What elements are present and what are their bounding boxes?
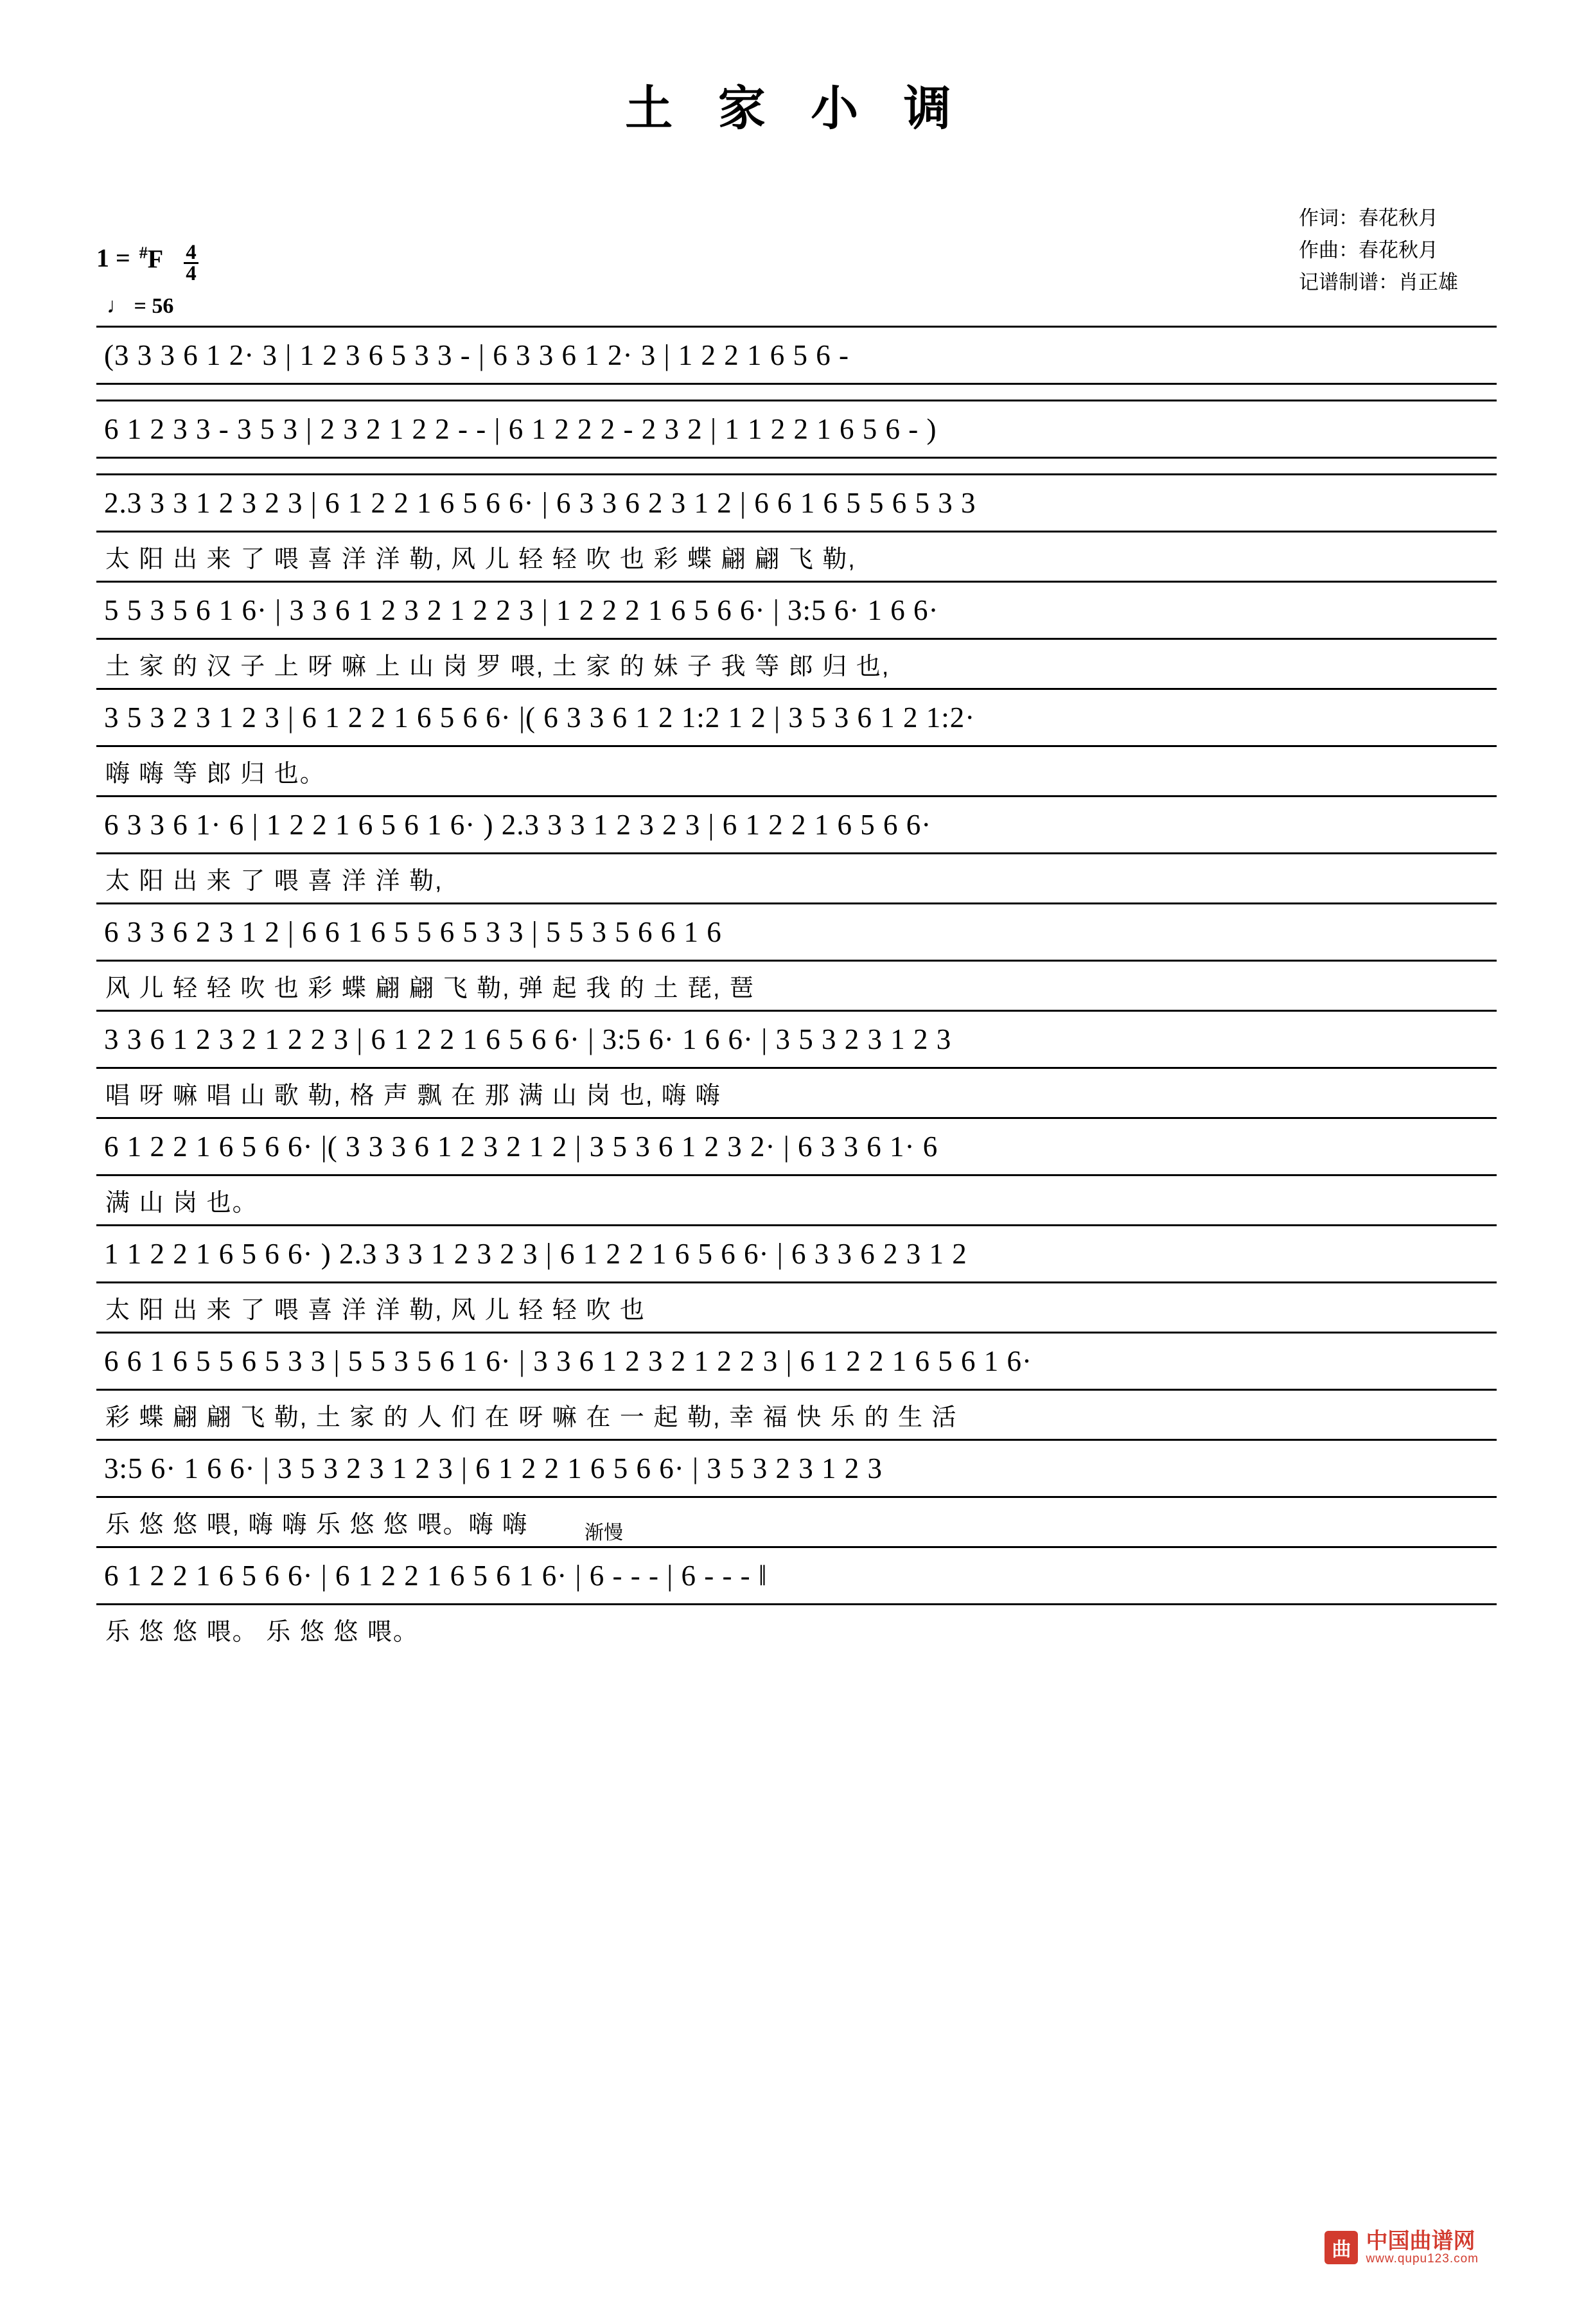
lyric-line: 太 阳 出 来 了 喂 喜 洋 洋 勒, — [105, 867, 443, 895]
tempo-marking: ♩ = 56 — [107, 294, 174, 318]
notation-text: 6 3 3 6 2 3 1 2 | 6 6 1 6 5 5 6 5 3 3 | 5 5 3 5 6 6 1 6 — [104, 915, 722, 948]
logo-site-name: 中国曲谱网 — [1366, 2228, 1475, 2253]
music-system — [96, 1010, 1497, 1116]
site-logo[interactable] — [1325, 2230, 1479, 2266]
notation-text: 1 1 2 2 1 6 5 6 6· ) 2.3 3 3 1 2 3 2 3 | 6 1 2 2 1 6 5 6 6· | 6 3 3 6 2 3 1 2 — [104, 1237, 967, 1270]
lyric-line — [96, 459, 1497, 473]
lyric-line: 乐 悠 悠 喂, 嗨 嗨 乐 悠 悠 喂。嗨 嗨 — [105, 1511, 529, 1538]
notation-text: 6 1 2 3 3 - 3 5 3 | 2 3 2 1 2 2 - - | 6 1 2 2 2 - 2 3 2 | 1 1 2 2 1 6 5 6 - ) — [104, 412, 937, 445]
music-system — [96, 1117, 1497, 1224]
notation-line — [96, 1117, 1497, 1176]
notation-line — [96, 326, 1497, 385]
notation-text: 3 3 6 1 2 3 2 1 2 2 3 | 6 1 2 2 1 6 5 6 6· | 3:5 6· 1 6 6· | 3 5 3 2 3 1 2 3 — [104, 1023, 952, 1055]
sheet-music-page — [0, 71, 1593, 2324]
notation-line — [96, 902, 1497, 962]
notation-text: 6 6 1 6 5 5 6 5 3 3 | 5 5 3 5 6 1 6· | 3 3 6 1 2 3 2 1 2 2 3 | 6 1 2 2 1 6 5 6 1 6· — [104, 1344, 1032, 1377]
rit-marking: 渐慢 — [585, 1522, 623, 1544]
time-signature-numerator: 4 — [184, 243, 198, 264]
lyric-line: 嗨 嗨 等 郎 归 也。 — [105, 760, 326, 788]
credit-transcriber: 记谱制谱：肖正雄 — [1299, 271, 1458, 294]
key-tonic-letter: F — [147, 244, 164, 274]
credit-composer: 作曲：春花秋月 — [1299, 239, 1438, 262]
music-system — [96, 1332, 1497, 1438]
logo-site-url: www.qupu123.com — [1366, 2252, 1479, 2266]
key-signature-block — [96, 241, 198, 318]
notation-line — [96, 1546, 1497, 1605]
lyric-line: 乐 悠 悠 喂。 乐 悠 悠 喂。 — [105, 1618, 419, 1646]
notation-text: 5 5 3 5 6 1 6· | 3 3 6 1 2 3 2 1 2 2 3 | 1 2 2 2 1 6 5 6 6· | 3:5 6· 1 6 6· — [104, 594, 939, 626]
time-signature-denominator: 4 — [186, 262, 197, 286]
lyric-line: 风 儿 轻 轻 吹 也 彩 蝶 翩 翩 飞 勒, 弹 起 我 的 土 琵, 琶 — [105, 974, 755, 1002]
lyric-line — [96, 385, 1497, 399]
notation-line — [96, 1332, 1497, 1391]
key-label: 1 = — [96, 243, 130, 272]
credits-block — [1299, 202, 1458, 299]
notation-text: 6 1 2 2 1 6 5 6 6· | 6 1 2 2 1 6 5 6 1 6· | 6 - - - | 6 - - - ‖ — [104, 1559, 768, 1592]
music-system — [96, 1224, 1497, 1331]
page-title: 土 家 小 调 — [625, 83, 968, 136]
notation-text: 3 5 3 2 3 1 2 3 | 6 1 2 2 1 6 5 6 6· |( 6 3 3 6 1 2 1:2 1 2 | 3 5 3 6 1 2 1:2· — [104, 701, 976, 734]
lyric-line: 满 山 岗 也。 — [105, 1189, 258, 1217]
music-system — [96, 1439, 1497, 1545]
notation-line — [96, 795, 1497, 854]
key-line — [96, 241, 198, 286]
logo-text — [1366, 2230, 1479, 2266]
lyric-line: 彩 蝶 翩 翩 飞 勒, 土 家 的 人 们 在 呀 嘛 在 一 起 勒, 幸 福 快 乐 的 生 活 — [105, 1404, 958, 1431]
notation-line — [96, 581, 1497, 640]
time-signature — [184, 243, 198, 284]
sharp-icon: # — [139, 243, 148, 262]
music-body — [96, 328, 1497, 1655]
lyric-line: 土 家 的 汉 子 上 呀 嘛 上 山 岗 罗 喂, 土 家 的 妹 子 我 等 郎 归 也, — [105, 653, 890, 680]
music-system — [96, 400, 1497, 473]
lyric-line: 唱 呀 嘛 唱 山 歌 勒, 格 声 飘 在 那 满 山 岗 也, 嗨 嗨 — [105, 1082, 721, 1109]
credit-lyricist: 作词：春花秋月 — [1299, 207, 1438, 229]
music-system — [96, 473, 1497, 580]
music-system — [96, 795, 1497, 902]
notation-line — [96, 1439, 1497, 1498]
lyric-line: 太 阳 出 来 了 喂 喜 洋 洋 勒, 风 儿 轻 轻 吹 也 彩 蝶 翩 翩 飞 勒, — [105, 545, 856, 573]
notation-text: 2.3 3 3 1 2 3 2 3 | 6 1 2 2 1 6 5 6 6· | 6 3 3 6 2 3 1 2 | 6 6 1 6 5 5 6 5 3 3 — [104, 486, 976, 519]
notation-line — [96, 1224, 1497, 1283]
music-system — [96, 688, 1497, 795]
notation-line — [96, 1010, 1497, 1069]
music-system — [96, 902, 1497, 1009]
notation-line — [96, 688, 1497, 747]
notation-text: 6 1 2 2 1 6 5 6 6· |( 3 3 3 6 1 2 3 2 1 2 | 3 5 3 6 1 2 3 2· | 6 3 3 6 1· 6 — [104, 1130, 938, 1163]
music-system — [96, 326, 1497, 399]
key-tonic — [139, 244, 163, 273]
notation-line — [96, 400, 1497, 459]
music-system — [96, 581, 1497, 687]
lyric-line: 太 阳 出 来 了 喂 喜 洋 洋 勒, 风 儿 轻 轻 吹 也 — [105, 1296, 646, 1324]
notation-line — [96, 473, 1497, 533]
notation-text: 6 3 3 6 1· 6 | 1 2 2 1 6 5 6 1 6· ) 2.3 3 3 1 2 3 2 3 | 6 1 2 2 1 6 5 6 6· — [104, 808, 932, 841]
notation-text: (3 3 3 6 1 2· 3 | 1 2 3 6 5 3 3 - | 6 3 3 6 1 2· 3 | 1 2 2 1 6 5 6 - — [104, 339, 849, 371]
notation-text: 3:5 6· 1 6 6· | 3 5 3 2 3 1 2 3 | 6 1 2 2 1 6 5 6 6· | 3 5 3 2 3 1 2 3 — [104, 1452, 883, 1484]
logo-icon: 曲 — [1325, 2231, 1358, 2264]
